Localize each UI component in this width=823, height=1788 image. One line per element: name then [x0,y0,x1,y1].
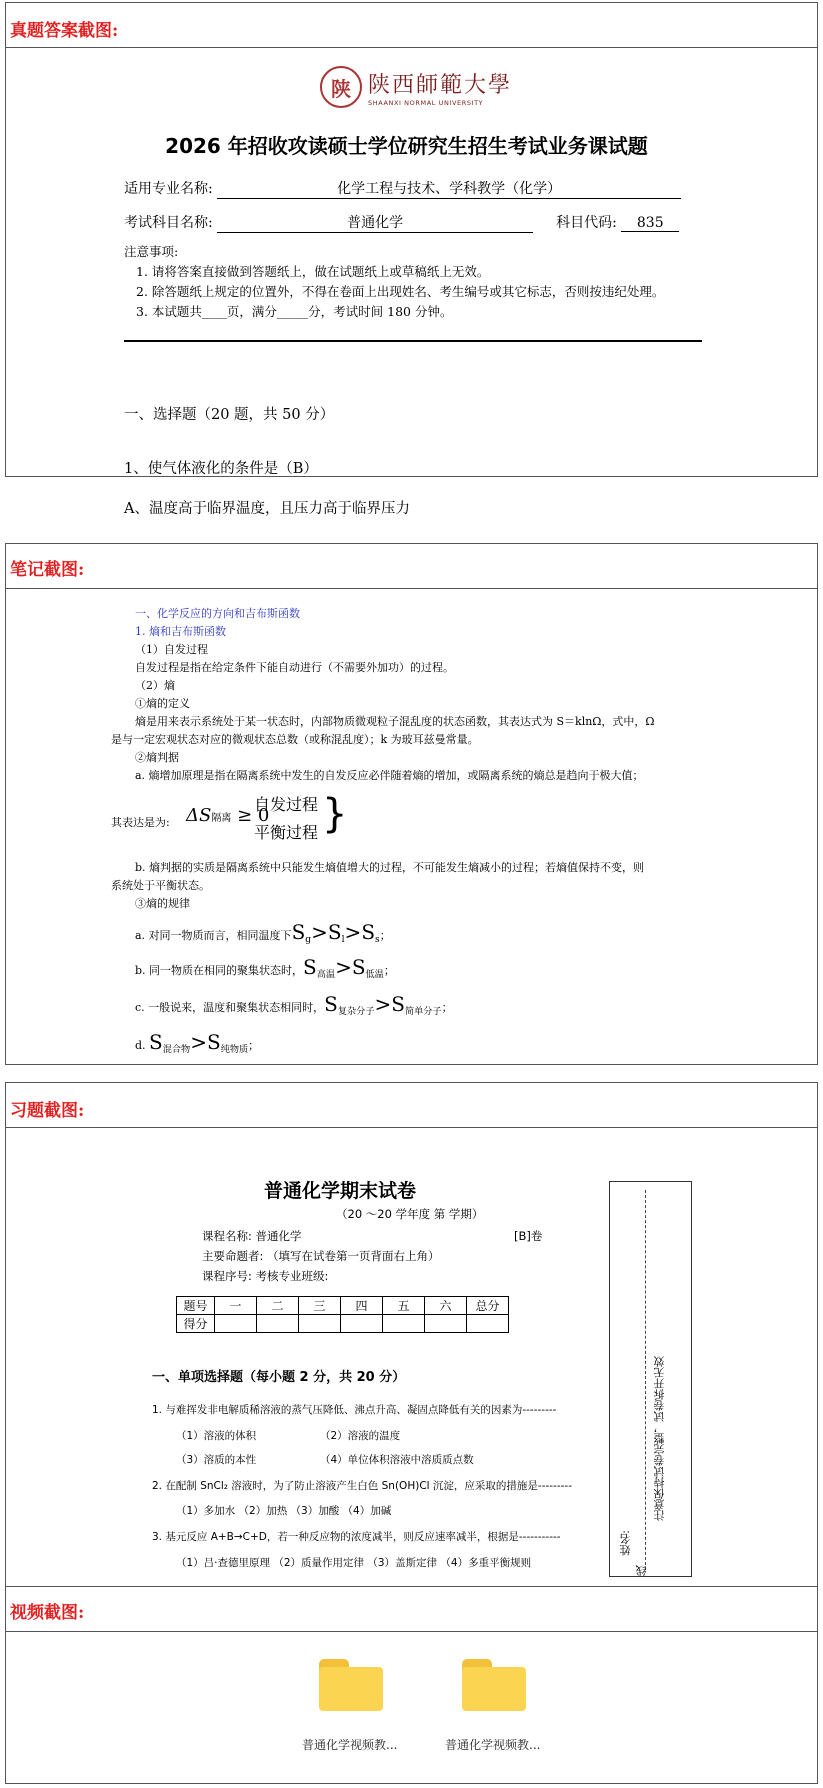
notes-line: 其表达是为: [111,816,170,829]
rule-semi: ； [379,929,391,942]
rule-symbol: S [291,920,306,944]
exercise-q1: 1. 与难挥发非电解质稀溶液的蒸气压降低、沸点升高、凝固点降低有关的因素为--------- [152,1404,557,1416]
major-row [124,178,681,199]
notes-line: a. 熵增加原理是指在隔离系统中发生的自发反应必伴随着熵的增加，或隔离系统的熵总是趋向于极大值； [135,769,644,782]
major-label: 适用专业名称: [124,181,213,197]
score-cell [467,1315,509,1333]
score-header-cell: 题号 [177,1297,215,1315]
rule-symbol: S [391,992,405,1016]
rule-sub: 高温 [316,969,336,981]
exercise-serial: 课程序号: 考核专业班级: [202,1269,329,1283]
question-1-answer: A、温度高于临界温度，且压力高于临界压力 [124,501,410,517]
university-logo [320,66,512,108]
subject-row [124,212,679,233]
rule-text: d. [135,1039,146,1052]
rule-symbol: S [303,955,317,979]
score-cell [425,1315,467,1333]
binding-line-label: 线 [635,1565,648,1576]
rule-sub: 低温 [365,969,384,981]
rule-symbol: S [149,1030,163,1054]
exercise-q2: 2. 在配制 SnCl₂ 溶液时，为了防止溶液产生白色 Sn(OH)Cl 沉淀，应采取的措施是--------- [152,1480,573,1492]
score-row-label: 得分 [177,1315,215,1333]
rule-sub: 简单分子 [404,1006,442,1018]
video-screenshot [5,1631,818,1784]
question-1: 1、使气体液化的条件是（B） [124,461,318,477]
folder-icon[interactable] [462,1659,526,1709]
score-cell [383,1315,425,1333]
binding-name-label: 姓名: [619,1530,632,1556]
rule-sub: 混合物 [162,1044,191,1056]
binding-margin [609,1181,692,1577]
notes-line: ①熵的定义 [135,697,190,710]
formula-ge: ≥ 0 [237,805,270,826]
score-cell [299,1315,341,1333]
rule-text: b. 同一物质在相同的聚集状态时， [135,964,304,977]
score-header-cell: 六 [425,1297,467,1315]
score-table [176,1296,509,1333]
score-header-row [177,1297,509,1315]
exercise-q3: 3. 基元反应 A+B→C+D，若一种反应物的浓度减半，则反应速率减半，根据是----------- [152,1531,561,1543]
notes-section-header [5,543,818,589]
notes-heading-2: 1. 熵和吉布斯函数 [135,625,226,638]
notes-section-title: 笔记截图: [10,560,85,580]
university-seal-icon: 陕 [320,66,362,108]
exercise-q1-option: （2）溶液的温度 [320,1430,401,1442]
rule-text: a. 对同一物质而言，相同温度下 [135,929,292,942]
formula-case-top: 自发过程 [254,795,319,814]
entropy-rule-c [135,992,453,1017]
rule-text: c. 一般说来，温度和聚集状态相同时， [135,1001,325,1014]
rule-semi: ； [248,1039,260,1052]
exercise-year: （20 ～20 学年度 第 学期） [336,1207,484,1221]
rule-symbol: S [324,992,338,1016]
entropy-rule-d [135,1030,259,1055]
rule-semi: ； [383,964,395,977]
rule-symbol: S [206,1030,221,1054]
rule-gt: > [335,955,352,979]
score-cell [215,1315,257,1333]
score-row [177,1315,509,1333]
notes-line: 熵是用来表示系统处于某一状态时，内部物质微观粒子混乱度的状态函数，其表达式为 S＝klnΩ，式中，Ω [135,715,655,728]
formula-delta-s: ΔS [186,805,212,826]
notes-line: （1）自发过程 [135,643,208,656]
exercise-q2-options: （1）多加水 （2）加热 （3）加酸 （4）加碱 [176,1505,392,1517]
notes-line: 系统处于平衡状态。 [111,879,210,892]
binding-dashed-line [645,1190,646,1570]
video-folder-label[interactable]: 普通化学视频教... [445,1738,541,1752]
notes-heading-1: 一、化学反应的方向和吉布斯函数 [135,607,300,620]
divider [124,340,702,342]
notes-line: （2）熵 [135,679,175,692]
exercise-paper-type: [B]卷 [514,1229,543,1243]
rule-gt: > [344,920,362,944]
formula-brace: } [322,791,348,837]
notes-line: 是与一定宏观状态对应的微观状态总数（或称混乱度）；k 为玻耳兹曼常量。 [111,733,479,746]
major-value: 化学工程与技术、学科教学（化学） [217,178,681,199]
part1-heading: 一、选择题（20 题，共 50 分） [124,407,335,423]
video-folder-label[interactable]: 普通化学视频教... [302,1738,398,1752]
note-2: 2. 除答题纸上规定的位置外，不得在卷面上出现姓名、考生编号或其它标志，否则按违纪处理。 [136,284,665,299]
video-section-header [5,1586,818,1632]
formula-subscript: 隔离 [211,813,232,824]
folder-icon[interactable] [319,1659,383,1709]
rule-sub: s [375,934,380,946]
answer-section-title: 真题答案截图: [10,21,119,41]
rule-gt: > [190,1030,207,1054]
score-cell [341,1315,383,1333]
score-cell [257,1315,299,1333]
entropy-rule-b [135,955,395,980]
exercise-section-header [5,1082,818,1128]
code-value: 835 [621,215,679,232]
note-3: 3. 本试题共____页，满分_____分，考试时间 180 分钟。 [136,304,453,319]
score-header-cell: 三 [299,1297,341,1315]
code-label: 科目代码: [556,215,617,231]
score-header-cell: 总分 [467,1297,509,1315]
rule-sub: 复杂分子 [337,1006,375,1018]
rule-gt: > [311,920,328,944]
rule-gt: > [374,992,392,1016]
notes-line: b. 熵判据的实质是隔离系统中只能发生熵值增大的过程，不可能发生熵减小的过程；若熵值保持不变，则 [135,861,645,874]
exercise-q1-option: （1）溶液的体积 [176,1430,257,1442]
notes-line: ②熵判据 [135,751,179,764]
subject-label: 考试科目名称: [124,215,213,231]
score-header-cell: 二 [257,1297,299,1315]
note-1: 1. 请将答案直接做到答题纸上，做在试题纸上或草稿纸上无效。 [136,264,490,279]
exercise-q1-option: （4）单位体积溶液中溶质质点数 [320,1454,474,1466]
exercise-paper-title: 普通化学期末试卷 [263,1180,416,1202]
exercise-part1: 一、单项选择题（每小题 2 分，共 20 分） [152,1370,406,1385]
notes-heading: 注意事项: [124,244,179,259]
university-name-cn: 陕西師範大學 [368,72,513,98]
exercise-author: 主要命题者: （填写在试卷第一页背面右上角） [202,1249,440,1263]
score-header-cell: 一 [215,1297,257,1315]
formula-case-bottom: 平衡过程 [254,823,319,842]
exam-title: 2026 年招收攻读硕士学位研究生招生考试业务课试题 [165,134,648,158]
rule-semi: ； [441,1001,453,1014]
rule-symbol: S [327,920,342,944]
score-header-cell: 五 [383,1297,425,1315]
university-name-en: SHAANXI NORMAL UNIVERSITY [368,98,484,107]
rule-symbol: S [361,920,376,944]
video-section-title: 视频截图: [10,1603,85,1623]
exercise-section-title: 习题截图: [10,1101,85,1121]
score-header-cell: 四 [341,1297,383,1315]
exercise-q3-options: （1）吕·查德里原理 （2）质量作用定律 （3）盖斯定律 （4）多重平衡规则 [176,1557,532,1569]
notes-line: 自发过程是指在给定条件下能自动进行（不需要外加功）的过程。 [135,661,454,674]
binding-note: 注意保持试卷完整，试卷拆开无效 [653,1356,666,1521]
answer-section-header [5,2,818,48]
rule-sub: l [341,934,345,946]
rule-sub: g [305,934,312,946]
subject-value: 普通化学 [217,212,533,233]
rule-sub: 纯物质 [220,1044,249,1056]
notes-line: ③熵的规律 [135,897,190,910]
entropy-rule-a [135,920,391,945]
rule-symbol: S [351,955,366,979]
exercise-course: 课程名称: 普通化学 [202,1229,302,1243]
exercise-q1-option: （3）溶质的本性 [176,1454,257,1466]
